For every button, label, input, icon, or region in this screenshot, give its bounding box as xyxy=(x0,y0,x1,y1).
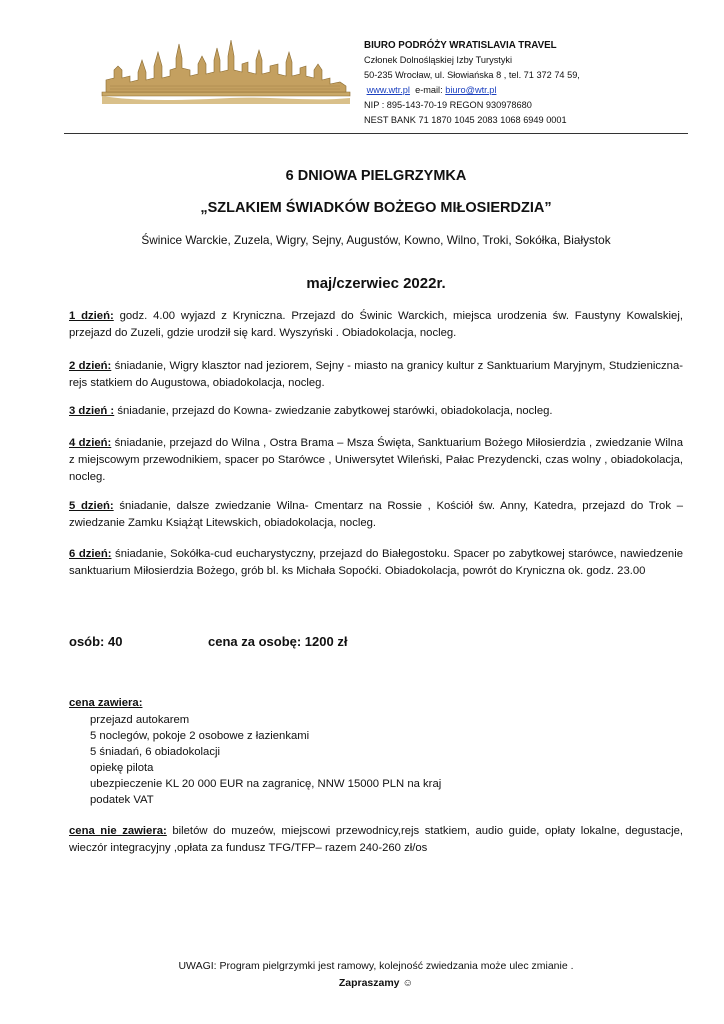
list-item: ubezpieczenie KL 20 000 EUR na zagranicę, NNW 15000 PLN na kraj xyxy=(90,778,442,790)
date-line: maj/czerwiec 2022r. xyxy=(306,275,446,292)
email-link[interactable]: biuro@wtr.pl xyxy=(445,85,497,95)
persons-count: osób: 40 xyxy=(69,634,123,649)
city-skyline-engraving-icon xyxy=(102,40,350,104)
company-info xyxy=(364,38,580,128)
membership-line: Członek Dolnośląskiej Izby Turystyki xyxy=(364,55,513,65)
day-label: 5 dzień: xyxy=(69,500,114,512)
list-item: przejazd autokarem xyxy=(90,714,190,726)
places-line: Świnice Warckie, Zuzela, Wigry, Sejny, Augustów, Kowno, Wilno, Troki, Sokółka, Białystok xyxy=(141,233,611,247)
excludes-heading: cena nie zawiera: xyxy=(69,825,167,837)
bank-line: NEST BANK 71 1870 1045 2083 1068 6949 0001 xyxy=(364,115,567,125)
day-2 xyxy=(69,358,683,392)
title-line-2: „SZLAKIEM ŚWIADKÓW BOŻEGO MIŁOSIERDZIA” xyxy=(200,200,552,216)
website-link[interactable]: www.wtr.pl xyxy=(366,85,410,95)
address-line: 50-235 Wrocław, ul. Słowiańska 8 , tel. 71 372 74 59, xyxy=(364,70,580,80)
day-label: 3 dzień : xyxy=(69,405,115,417)
day-6 xyxy=(69,546,683,580)
day-text: śniadanie, Sokółka-cud eucharystyczny, przejazd do Białegostoku. Spacer po zabytkowej starówce, nawiedzenie sanktuarium Miłosierdzia Bożego, grób bl. ks Michała Sopoćki. Obiadokolacja, powrót do Kryniczna ok. godz. 23.00 xyxy=(69,548,683,577)
day-text: śniadanie, przejazd do Wilna , Ostra Brama – Msza Święta, Sanktuarium Bożego Miłosierdzia , zwiedzanie Wilna z miejscowym przewodnikiem, spacer po Starówce , Uniwersytet Wileński, Pałac Prezydencki, czas wolny , obiadokolacja, nocleg. xyxy=(69,437,683,483)
day-5 xyxy=(69,498,683,532)
includes-heading: cena zawiera: xyxy=(69,697,143,709)
excludes-block xyxy=(69,823,683,857)
list-item: podatek VAT xyxy=(90,794,154,806)
day-label: 2 dzień: xyxy=(69,360,112,372)
day-1 xyxy=(69,308,683,342)
title-line-1: 6 DNIOWA PIELGRZYMKA xyxy=(285,168,467,184)
footer-note: UWAGI: Program pielgrzymki jest ramowy, kolejność zwiedzania może ulec zmianie . xyxy=(178,960,574,972)
day-text: godz. 4.00 wyjazd z Kryniczna. Przejazd do Świnic Warckich, miejsca urodzenia św. Faustyny Kowalskiej, przejazd do Zuzeli, gdzie urodził się kard. Wyszyński . Obiadokolacja, nocleg. xyxy=(69,310,683,339)
price-per-person: cena za osobę: 1200 zł xyxy=(208,634,348,649)
list-item: opiekę pilota xyxy=(90,762,154,774)
email-label: e-mail: xyxy=(415,85,443,95)
closing-line: Zapraszamy ☺ xyxy=(338,977,414,989)
list-item: 5 noclegów, pokoje 2 osobowe z łazienkami xyxy=(90,730,310,742)
city-skyline-logo xyxy=(100,30,352,104)
day-3 xyxy=(69,403,683,420)
company-name: BIURO PODRÓŻY WRATISLAVIA TRAVEL xyxy=(364,40,557,51)
day-label: 4 dzień: xyxy=(69,437,112,449)
includes-list xyxy=(90,712,441,808)
header-divider xyxy=(64,133,688,134)
nip-regon-line: NIP : 895-143-70-19 REGON 930978680 xyxy=(364,100,532,110)
excludes-text: biletów do muzeów, miejscowi przewodnicy,rejs statkiem, audio guide, opłaty lokalne, degustacje, wieczór integracyjny ,opłata za fundusz TFG/TFP– razem 240-260 zł/os xyxy=(69,825,683,854)
day-text: śniadanie, dalsze zwiedzanie Wilna- Cmentarz na Rossie , Kościół św. Anny, Katedra, przejazd do Trok – zwiedzanie Zamku Książąt Litewskich, obiadokolacja, nocleg. xyxy=(69,500,683,529)
day-text: śniadanie, Wigry klasztor nad jeziorem, Sejny - miasto na granicy kultur z Sanktuarium Maryjnym, Studzieniczna- rejs statkiem do Augustowa, obiadokolacja, nocleg. xyxy=(69,360,683,389)
list-item: 5 śniadań, 6 obiadokolacji xyxy=(90,746,221,758)
day-label: 6 dzień: xyxy=(69,548,112,560)
day-4 xyxy=(69,435,683,486)
day-text: śniadanie, przejazd do Kowna- zwiedzanie zabytkowej starówki, obiadokolacja, nocleg. xyxy=(114,405,553,417)
day-label: 1 dzień: xyxy=(69,310,114,322)
contact-line xyxy=(364,83,580,98)
